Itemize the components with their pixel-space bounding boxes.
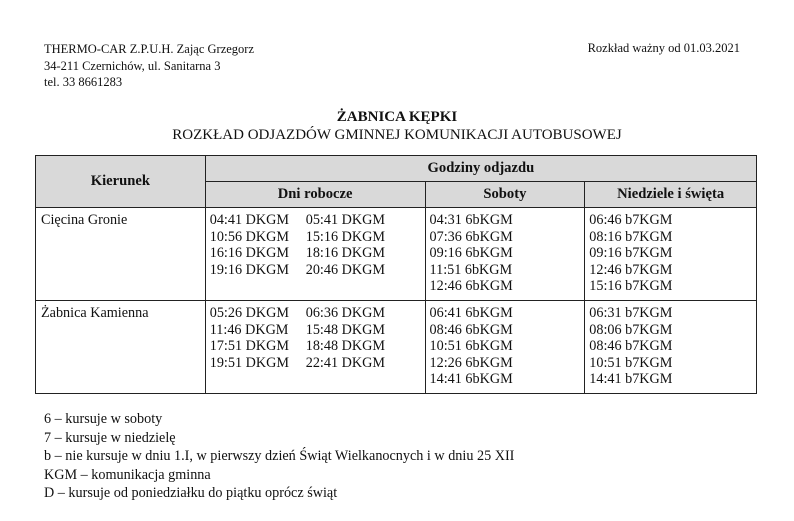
time: 11:51 6bKGM — [429, 261, 513, 278]
table-row — [36, 301, 757, 394]
time: 07:36 6bKGM — [429, 228, 513, 245]
time: 09:16 b7KGM — [589, 245, 673, 262]
time: 17:51 DKGM — [209, 338, 289, 355]
time: 16:16 DKGM — [209, 245, 289, 262]
header-saturdays: Soboty — [425, 182, 585, 208]
time: 08:46 b7KGM — [589, 338, 673, 355]
legend-item: 6 – kursuje w soboty — [44, 411, 163, 427]
header-direction: Kierunek — [36, 156, 206, 208]
time: 08:46 6bKGM — [429, 321, 513, 338]
time: 05:41 DKGM — [305, 212, 385, 228]
time: 04:31 6bKGM — [429, 212, 513, 228]
page-title — [0, 108, 794, 144]
company-info — [44, 41, 254, 91]
time: 10:51 6bKGM — [429, 338, 513, 355]
time: 12:26 6bKGM — [429, 354, 513, 371]
header-departures: Godziny odjazdu — [205, 156, 756, 182]
direction-cell: Żabnica Kamienna — [36, 301, 206, 394]
time: 18:16 DKGM — [305, 245, 385, 262]
header-sundays: Niedziele i święta — [585, 182, 757, 208]
time: 06:46 b7KGM — [589, 212, 673, 228]
saturday-times — [425, 208, 585, 301]
time: 10:56 DKGM — [209, 228, 289, 245]
valid-from: Rozkład ważny od 01.03.2021 — [587, 41, 740, 55]
time: 15:48 DKGM — [305, 321, 385, 338]
time: 19:51 DKGM — [209, 354, 289, 371]
weekday-times — [205, 208, 425, 301]
time: 05:26 DKGM — [209, 305, 289, 321]
legend-item: KGM – komunikacja gminna — [44, 466, 211, 483]
time: 20:46 DKGM — [305, 261, 385, 278]
time: 14:41 6bKGM — [429, 371, 513, 388]
legend-item: 7 – kursuje w niedzielę — [44, 429, 176, 446]
time: 15:16 b7KGM — [589, 278, 673, 295]
company-address: 34-211 Czernichów, ul. Sanitarna 3 — [44, 58, 221, 73]
time: 18:48 DKGM — [305, 338, 385, 355]
legend-item: b – nie kursuje w dniu 1.I, w pierwszy dzień Świąt Wielkanocnych i w dniu 25 XII — [44, 448, 515, 465]
time: 15:16 DKGM — [305, 228, 385, 245]
direction-cell: Cięcina Gronie — [36, 208, 206, 301]
company-phone: tel. 33 8661283 — [44, 75, 123, 89]
company-name: THERMO-CAR Z.P.U.H. Zając Grzegorz — [44, 42, 255, 56]
time: 08:06 b7KGM — [589, 321, 673, 338]
time: 12:46 6bKGM — [429, 278, 513, 295]
time: 19:16 DKGM — [209, 261, 289, 278]
time: 10:51 b7KGM — [589, 354, 673, 371]
legend-item: D – kursuje od poniedziałku do piątku oprócz świąt — [44, 485, 338, 502]
sunday-times — [585, 301, 757, 394]
time: 11:46 DKGM — [209, 321, 289, 338]
saturday-times — [425, 301, 585, 394]
time: 14:41 b7KGM — [589, 371, 673, 388]
time: 04:41 DKGM — [209, 212, 289, 228]
time: 06:31 b7KGM — [589, 305, 673, 321]
time: 09:16 6bKGM — [429, 245, 513, 262]
time: 08:16 b7KGM — [589, 228, 673, 245]
sunday-times — [585, 208, 757, 301]
time: 12:46 b7KGM — [589, 261, 673, 278]
schedule-title: ROZKŁAD ODJAZDÓW GMINNEJ KOMUNIKACJI AUTOBUSOWEJ — [172, 127, 622, 143]
header-weekdays: Dni robocze — [205, 182, 425, 208]
weekday-times — [205, 301, 425, 394]
legend — [44, 410, 514, 503]
table-row — [36, 208, 757, 301]
stop-name: ŻABNICA KĘPKI — [336, 109, 458, 125]
timetable — [35, 155, 757, 394]
time: 06:41 6bKGM — [429, 305, 513, 321]
time: 06:36 DKGM — [305, 305, 385, 321]
time: 22:41 DKGM — [305, 354, 385, 371]
